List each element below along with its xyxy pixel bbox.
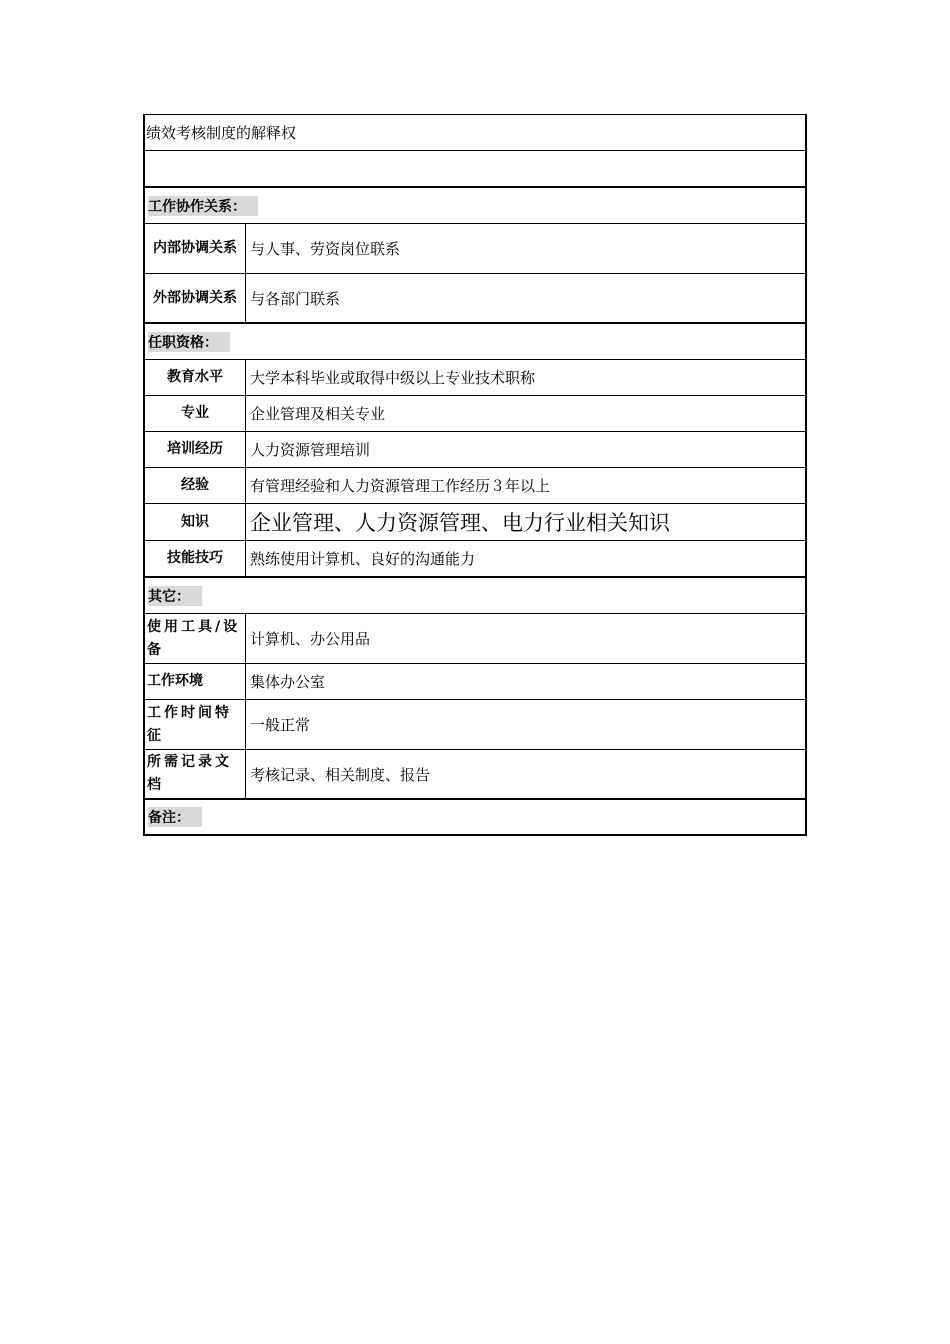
row-label-records: 所需记录文档 bbox=[145, 750, 246, 798]
table-row bbox=[143, 700, 807, 750]
row-label-knowledge: 知识 bbox=[145, 504, 246, 540]
row-label-experience: 经验 bbox=[145, 468, 246, 503]
table-row bbox=[143, 432, 807, 468]
table-row bbox=[143, 274, 807, 324]
blank-text bbox=[145, 151, 805, 186]
table-row bbox=[143, 541, 807, 578]
row-label-training: 培训经历 bbox=[145, 432, 246, 467]
row-label-tools: 使用工具/设备 bbox=[145, 614, 246, 663]
row-label-major: 专业 bbox=[145, 396, 246, 431]
row-value-internal: 与人事、劳资岗位联系 bbox=[250, 240, 401, 258]
table-row bbox=[143, 224, 807, 274]
section-qualifications bbox=[143, 324, 807, 360]
table-row bbox=[143, 360, 807, 396]
table-row bbox=[143, 504, 807, 541]
section-title-qualifications: 任职资格： bbox=[145, 324, 230, 359]
table-row bbox=[143, 750, 807, 800]
row-label-education: 教育水平 bbox=[145, 360, 246, 395]
section-title-other: 其它： bbox=[145, 578, 202, 613]
section-other bbox=[143, 578, 807, 614]
row-label-work-hours: 工作时间特征 bbox=[145, 700, 246, 749]
job-description-table bbox=[143, 114, 807, 836]
row-value-experience: 有管理经验和人力资源管理工作经历３年以上 bbox=[250, 477, 551, 495]
row-value-tools: 计算机、办公用品 bbox=[250, 630, 371, 648]
section-title-notes: 备注： bbox=[145, 800, 202, 834]
row-value-knowledge: 企业管理、人力资源管理、电力行业相关知识 bbox=[250, 511, 670, 535]
row-value-major: 企业管理及相关专业 bbox=[250, 405, 386, 423]
row-label-external: 外部协调关系 bbox=[145, 274, 246, 322]
row-value-education: 大学本科毕业或取得中级以上专业技术职称 bbox=[250, 369, 536, 387]
blank-row bbox=[143, 151, 807, 188]
row-label-skills: 技能技巧 bbox=[145, 541, 246, 576]
duty-text: 绩效考核制度的解释权 bbox=[146, 124, 297, 142]
row-value-work-hours: 一般正常 bbox=[250, 716, 311, 734]
table-row bbox=[143, 614, 807, 664]
row-value-records: 考核记录、相关制度、报告 bbox=[250, 765, 431, 784]
duty-row bbox=[143, 114, 807, 151]
section-title-cooperation: 工作协作关系： bbox=[145, 188, 258, 223]
row-value-external: 与各部门联系 bbox=[250, 289, 341, 308]
table-row bbox=[143, 396, 807, 432]
table-row bbox=[143, 468, 807, 504]
section-cooperation bbox=[143, 188, 807, 224]
row-label-environment: 工作环境 bbox=[145, 664, 246, 699]
table-row bbox=[143, 664, 807, 700]
row-label-internal: 内部协调关系 bbox=[145, 224, 246, 273]
row-value-skills: 熟练使用计算机、良好的沟通能力 bbox=[250, 550, 476, 568]
row-value-environment: 集体办公室 bbox=[250, 673, 326, 691]
section-notes bbox=[143, 800, 807, 836]
row-value-training: 人力资源管理培训 bbox=[250, 441, 371, 459]
